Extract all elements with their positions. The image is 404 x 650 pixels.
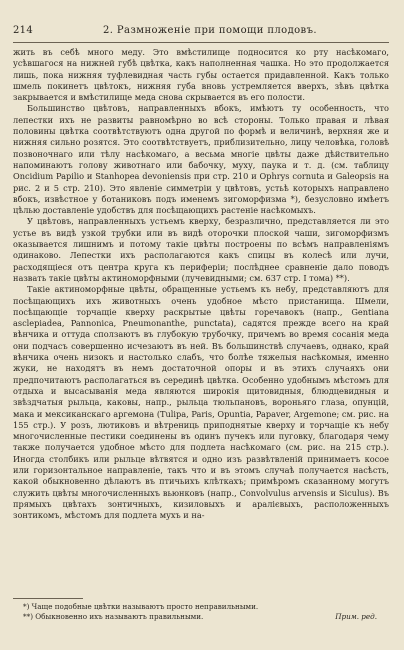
footnote: *) Чаще подобные цвѣтки называютъ просто неправильными. xyxy=(23,602,259,611)
body-text xyxy=(13,47,389,597)
page-header xyxy=(13,24,391,38)
footnotes xyxy=(13,602,389,638)
editor-note: Прим. ред. xyxy=(335,612,377,621)
footnote-rule xyxy=(13,598,83,599)
paragraph: Большинство цвѣтовъ, направленныхъ вбокъ, имѣютъ ту особенность, что лепестки ихъ не развиты равномѣрно во всѣ стороны. Только правая и лѣвая половины цвѣтка соотвѣтствуютъ одна другой по формѣ и величинѣ, верхняя же и нижняя сильно розятся. Это соотвѣтствуетъ, приблизительно, лицу человѣка, головѣ позвоночнаго или тѣлу насѣкомаго, а весьма многіе цвѣты даже дѣйствительно напоминаютъ голову животнаго или бабочку, муху, паука и т. д. (см. таблицу Oncidium Papilio и Stanhopea devoniensis при стр. 210 и Ophrys cornuta и Galeopsis на рис. 2 и 5 стр. 210). Это явленіе симметріи у цвѣтовъ, устьѣ которыхъ направлено вбокъ, извѣстное у ботаниковъ подъ именемъ зигоморфизма *), безусловно имѣетъ цѣлью доставленіе удобствъ для посѣщающихъ растеніе насѣкомыхъ. xyxy=(13,103,389,216)
footnote: **) Обыкновенно ихъ называютъ правильными. xyxy=(23,612,204,621)
paragraph: жить въ себѣ много меду. Это вмѣстилище подносится ко рту насѣкомаго, усѣвшагося на нижней губѣ цвѣтка, какъ наполненная чашка. Но это продолжается лишь, пока нижняя туфлевидная часть губы остается придавленной. Какъ только шмель покинетъ цвѣтокъ, нижняя губа вновь устремляется вверхъ, зѣвъ цвѣтка закрывается и вмѣстилище меда снова скрывается въ его полости. xyxy=(13,47,389,103)
page-number: 214 xyxy=(13,25,33,36)
footnote-row xyxy=(13,612,389,622)
running-title: 2. Размноженіе при помощи плодовъ. xyxy=(103,25,317,36)
paragraph: Такіе актиноморфные цвѣты, обращенные устьемъ къ небу, представляютъ для посѣщающихъ ихъ животныхъ очень удобное мѣсто пристанища. Шмели, посѣщающіе торчащіе кверху раскрытые цвѣты горечавокъ (напр., Gentiana asclepiadea, Pannonica, Pneumonanthe, punctata), садятся прежде всего на край вѣнчика и оттуда сползаютъ въ глубокую трубочку, причемъ во время сосанія меда они подчасъ совершенно исчезаютъ въ ней. Въ большинствѣ случаевъ, однако, край вѣнчика очень низокъ и настолько слабъ, что болѣе тяжелыя насѣкомыя, именно жуки, не находятъ въ немъ достаточной опоры и въ этихъ случаяхъ они предпочитаютъ располагаться въ серединѣ цвѣтка. Особенно удобнымъ мѣстомъ для отдыха и высасыванія меда являются широкія щитовидныя, блюдцевидныя и звѣздчатыя рыльца, каковы, напр., рыльца тюльпановъ, вороньяго глаза, опунцій, мака и мексиканскаго аргемона (Tulipa, Paris, Opuntia, Papaver, Argemone; см. рис. на 155 стр.). У розъ, лютиковъ и вѣтрениць приподнятые кверху и торчащіе къ небу многочисленные пестики соединены въ одинъ пучекъ или пуговку, благодаря чему также получается удобное мѣсто для подлета насѣкомаго (см. рис. на 215 стр.). Иногда столбикъ или рыльце вѣтвятся и одно изъ развѣтвленій принимаетъ косое или горизонтальное направленіе, такъ что и въ этомъ случаѣ получается насѣсть, какой обыкновенно дѣлаютъ въ птичьихъ клѣткахъ; примѣромъ сказанному могутъ служить цвѣты многочисленныхъ вьюнковъ (напр., Convolvulus arvensis и Siculus). Въ прямыхъ цвѣтахъ зонтичныхъ, кизиловыхъ и аралієвыхъ, расположенныхъ зонтикомъ, мѣстомъ для подлета мухъ и на- xyxy=(13,284,389,521)
paragraph: У цвѣтовъ, направленныхъ устьемъ кверху, безразлично, представляется ли это устье въ видѣ узкой трубки или въ видѣ оторочки плоской чаши, зигоморфизмъ оказывается лишнимъ и потому такіе цвѣты построены по всѣмъ направленіямъ одинаково. Лепестки ихъ располагаются какъ спицы въ колесѣ или лучи, расходящіеся отъ центра круга къ периферіи; послѣднее сравненіе дало поводъ назвать такіе цвѣты актиноморфными (лучевидными; см. 637 стр. I тома) **). xyxy=(13,216,389,283)
header-rule xyxy=(13,42,389,43)
